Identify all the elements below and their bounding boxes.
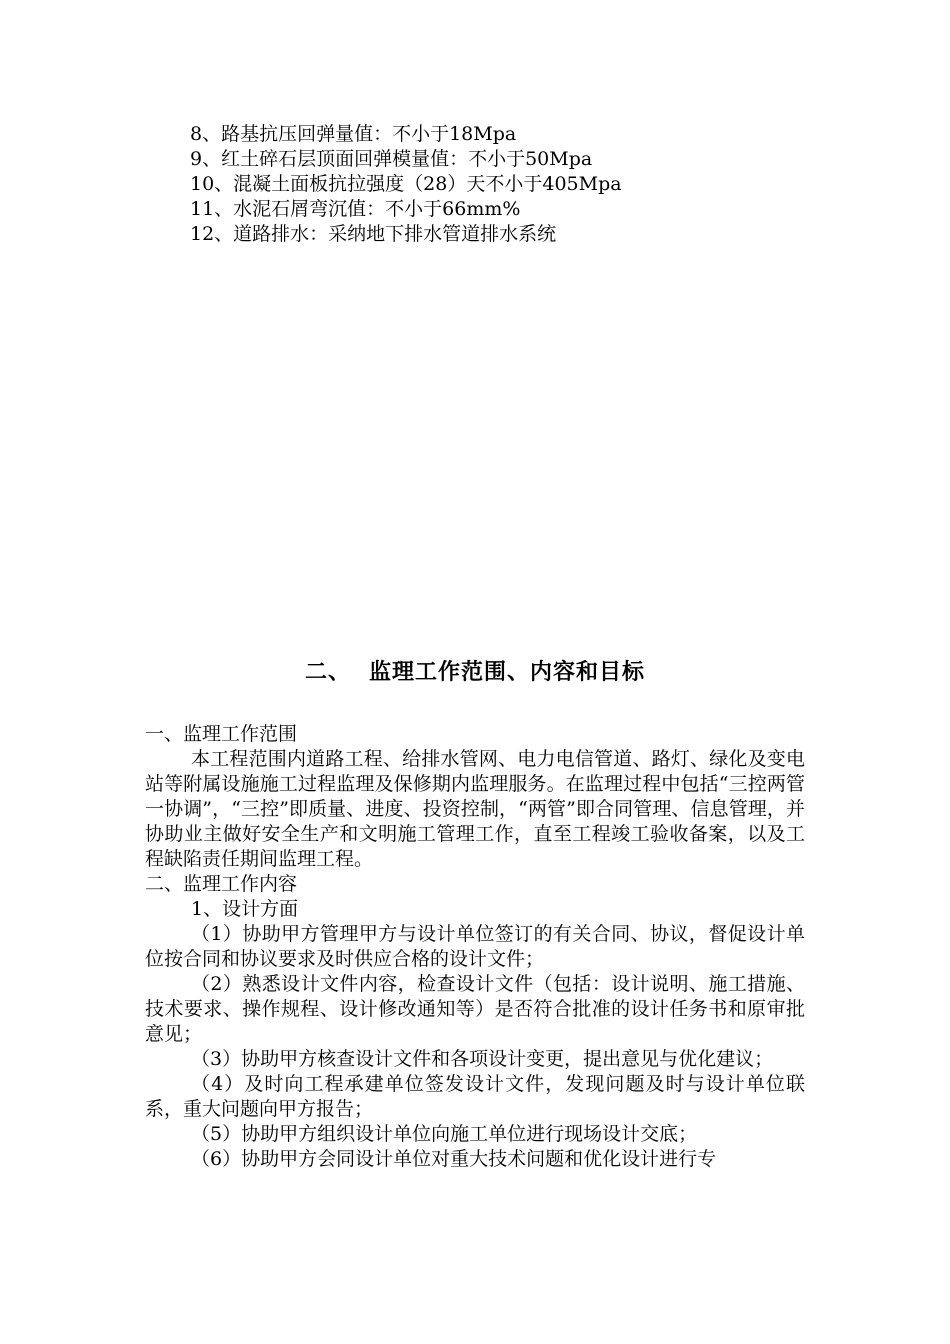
content-heading: 二、监理工作内容 <box>145 873 298 895</box>
spec-list <box>190 122 830 247</box>
section-title: 监理工作范围、内容和目标 <box>369 659 646 685</box>
section-number: 二、 <box>304 659 351 685</box>
content-item: （5）协助甲方组织设计单位向施工单位进行现场设计交底； <box>191 1123 698 1145</box>
content-subheading: 1、设计方面 <box>191 898 299 920</box>
spec-item: 10、混凝土面板抗拉强度（28）天不小于405Mpa <box>190 173 622 195</box>
scope-paragraph: 本工程范围内道路工程、给排水管网、电力电信管道、路灯、绿化及变电站等附属设施施工过程监理及保修期内监理服务。在监理过程中包括“三控两管一协调”，“三控”即质量、进度、投资控制，“两管”即合同管理、信息管理，并协助业主做好安全生产和文明施工管理工作，直至工程竣工验收备案，以及工程缺陷责任期间监理工程。 <box>145 748 805 870</box>
spec-item: 12、道路排水：采纳地下排水管道排水系统 <box>190 223 557 245</box>
spec-item: 8、路基抗压回弹量值：不小于18Mpa <box>190 123 517 145</box>
content-item: （3）协助甲方核查设计文件和各项设计变更，提出意见与优化建议； <box>191 1048 774 1070</box>
content-item: （1）协助甲方管理甲方与设计单位签订的有关合同、协议，督促设计单位按合同和协议要求及时供应合格的设计文件； <box>145 923 805 970</box>
body-text <box>145 722 805 1172</box>
content-item: （6）协助甲方会同设计单位对重大技术问题和优化设计进行专 <box>191 1148 717 1170</box>
section-heading <box>0 655 950 689</box>
content-item: （2）熟悉设计文件内容，检查设计文件（包括：设计说明、施工措施、技术要求、操作规程、设计修改通知等）是否符合批准的设计任务书和原审批意见； <box>145 973 805 1045</box>
content-item: （4）及时向工程承建单位签发设计文件，发现问题及时与设计单位联系，重大问题向甲方报告； <box>145 1073 805 1120</box>
spec-item: 11、水泥石屑弯沉值：不小于66mm% <box>190 198 521 220</box>
spec-item: 9、红土碎石层顶面回弹模量值：不小于50Mpa <box>190 148 593 170</box>
scope-heading: 一、监理工作范围 <box>145 723 298 745</box>
